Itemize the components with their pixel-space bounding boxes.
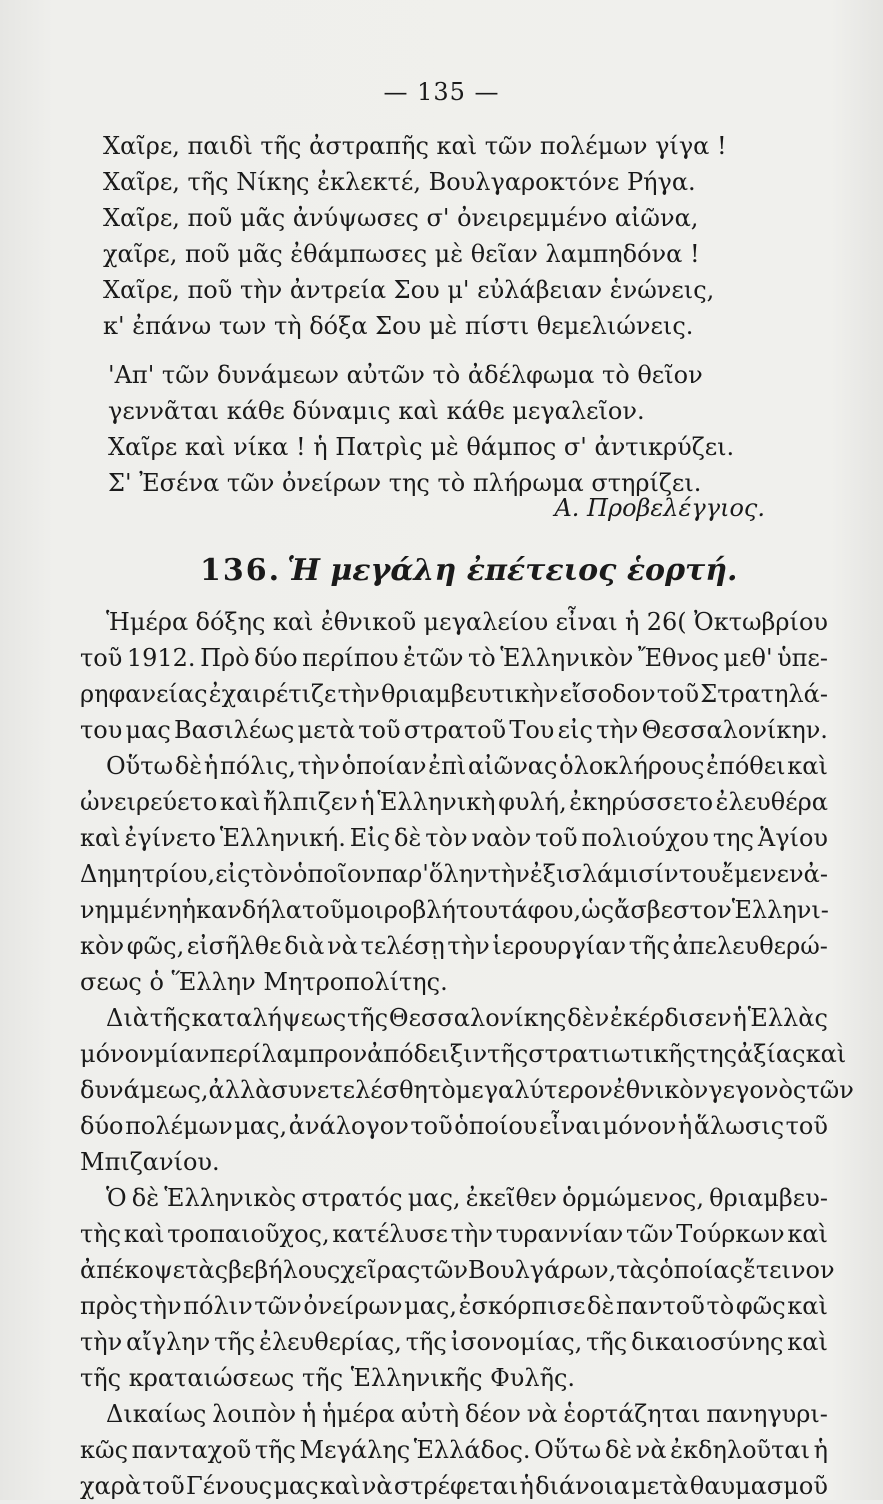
- body-line: του μας Βασιλέως μετὰ τοῦ στρατοῦ Του εἰς τὴν Θεσσαλονίκην.: [80, 716, 828, 744]
- body-line: ὠνειρεύετο καὶ ἤλπιζεν ἡ Ἑλληνικὴ φυλή, ἐκηρύσσετο ἐλευθέρα: [80, 788, 828, 816]
- section-heading: [200, 553, 738, 588]
- poem-signature: Α. Προβελέγγιος.: [554, 494, 765, 522]
- poem-line: γεννᾶται κάθε δύναμις καὶ κάθε μεγαλεῖον.: [108, 397, 645, 425]
- body-line: Ὁ δὲ Ἑλληνικὸς στρατός μας, ἐκεῖθεν ὁρμώμενος, θριαμβευ-: [106, 1184, 828, 1212]
- poem-line: Χαῖρε καὶ νίκα ! ἡ Πατρὶς μὲ θάμπος σ' ἀντικρύζει.: [108, 433, 735, 461]
- body-line: κῶς πανταχοῦ τῆς Μεγάλης Ἑλλάδος. Οὕτω δὲ νὰ ἐκδηλοῦται ἡ: [80, 1436, 828, 1464]
- poem-line: κ' ἐπάνω των τὴ δόξα Σου μὲ πίστι θεμελιώνεις.: [103, 312, 694, 340]
- poem-line: Χαῖρε, παιδὶ τῆς ἀστραπῆς καὶ τῶν πολέμων γίγα !: [103, 132, 727, 160]
- body-line: Μπιζανίου.: [80, 1148, 220, 1176]
- poem-line: 'Απ' τῶν δυνάμεων αὐτῶν τὸ ἀδέλφωμα τὸ θεῖον: [108, 361, 703, 389]
- body-line: Διὰ τῆς καταλήψεως τῆς Θεσσαλονίκης δὲν ἐκέρδισεν ἡ Ἑλλὰς: [106, 1004, 828, 1032]
- body-line: πρὸς τὴν πόλιν τῶν ὀνείρων μας, ἐσκόρπισε δὲ παντοῦ τὸ φῶς καὶ: [80, 1292, 828, 1320]
- body-line: ρηφανείας ἐχαιρέτιζε τὴν θριαμβευτικὴν εἴσοδον τοῦ Στρατηλά-: [80, 680, 828, 708]
- section-title: Ἡ μεγάλη ἐπέτειος ἑορτή.: [287, 553, 738, 588]
- poem-line: χαῖρε, ποῦ μᾶς ἐθάμπωσες μὲ θεῖαν λαμπηδόνα !: [103, 240, 700, 268]
- body-line: δυνάμεως, ἀλλὰ συνετελέσθη τὸ μεγαλύτερον ἐθνικὸν γεγονὸς τῶν: [80, 1076, 854, 1104]
- body-line: ἀπέκοψε τὰς βεβήλους χεῖρας τῶν Βουλγάρων, τὰς ὁποίας ἔτεινον: [80, 1256, 835, 1284]
- body-line: τὴς καὶ τροπαιοῦχος, κατέλυσε τὴν τυραννίαν τῶν Τούρκων καὶ: [80, 1220, 828, 1248]
- poem-stanza-2: [108, 357, 828, 501]
- body-line: δύο πολέμων μας, ἀνάλογον τοῦ ὁποίου εἶναι μόνον ἡ ἅλωσις τοῦ: [80, 1112, 828, 1140]
- body-line: κὸν φῶς, εἰσῆλθε διὰ νὰ τελέσῃ τὴν ἱερουργίαν τῆς ἀπελευθερώ-: [80, 932, 828, 960]
- body-line: Δημητρίου, εἰς τὸν ὁποῖον παρ' ὅλην τὴν ἐξισλάμισίν του ἔμενεν ἀ-: [80, 860, 828, 888]
- poem-line: Χαῖρε, ποῦ τὴν ἀντρεία Σου μ' εὐλάβειαν ἑνώνεις,: [103, 276, 715, 304]
- body-line: μόνον μίαν περίλαμπρον ἀπόδειξιν τῆς στρατιωτικῆς της ἀξίας καὶ: [80, 1040, 847, 1068]
- poem-line: Σ' Ἐσένα τῶν ὀνείρων της τὸ πλήρωμα στηρίζει.: [108, 469, 702, 497]
- body-line: τῆς κραταιώσεως τῆς Ἑλληνικῆς Φυλῆς.: [80, 1364, 576, 1392]
- page-number: — 135 —: [383, 78, 500, 106]
- poem-line: Χαῖρε, τῆς Νίκης ἐκλεκτέ, Βουλγαροκτόνε Ρήγα.: [103, 168, 696, 196]
- body-line: καὶ ἐγίνετο Ἑλληνική. Εἰς δὲ τὸν ναὸν τοῦ πολιούχου της Ἁγίου: [80, 824, 828, 852]
- body-line: Δικαίως λοιπὸν ἡ ἡμέρα αὐτὴ δέον νὰ ἑορτάζηται πανηγυρι-: [106, 1400, 828, 1428]
- body-line: Ἡμέρα δόξης καὶ ἐθνικοῦ μεγαλείου εἶναι ἡ 26( Ὀκτωβρίου: [106, 608, 828, 636]
- section-number: 136.: [200, 553, 282, 588]
- body-line: σεως ὁ Ἕλλην Μητροπολίτης.: [80, 968, 448, 996]
- body-line: χαρὰ τοῦ Γένους μας καὶ νὰ στρέφεται ἡ διάνοια μετὰ θαυμασμοῦ: [80, 1472, 828, 1500]
- body-line: Οὕτω δὲ ἡ πόλις, τὴν ὁποίαν ἐπὶ αἰῶνας ὁλοκλήρους ἐπόθει καὶ: [106, 752, 828, 780]
- body-text: [80, 604, 854, 1504]
- poem-line: Χαῖρε, ποῦ μᾶς ἀνύψωσες σ' ὀνειρεμμένο αἰῶνα,: [103, 204, 699, 232]
- body-line: τοῦ 1912. Πρὸ δύο περίπου ἐτῶν τὸ Ἑλληνικὸν Ἔθνος μεθ' ὑπε-: [80, 644, 828, 672]
- poem-stanza-1: [103, 128, 823, 344]
- body-line: τὴν αἴγλην τῆς ἐλευθερίας, τῆς ἰσονομίας, τῆς δικαιοσύνης καὶ: [80, 1328, 828, 1356]
- body-line: νημμένη ἡ κανδήλα τοῦ μοιροβλήτου τάφου, ὡς ἄσβεστον Ἑλληνι-: [80, 896, 829, 924]
